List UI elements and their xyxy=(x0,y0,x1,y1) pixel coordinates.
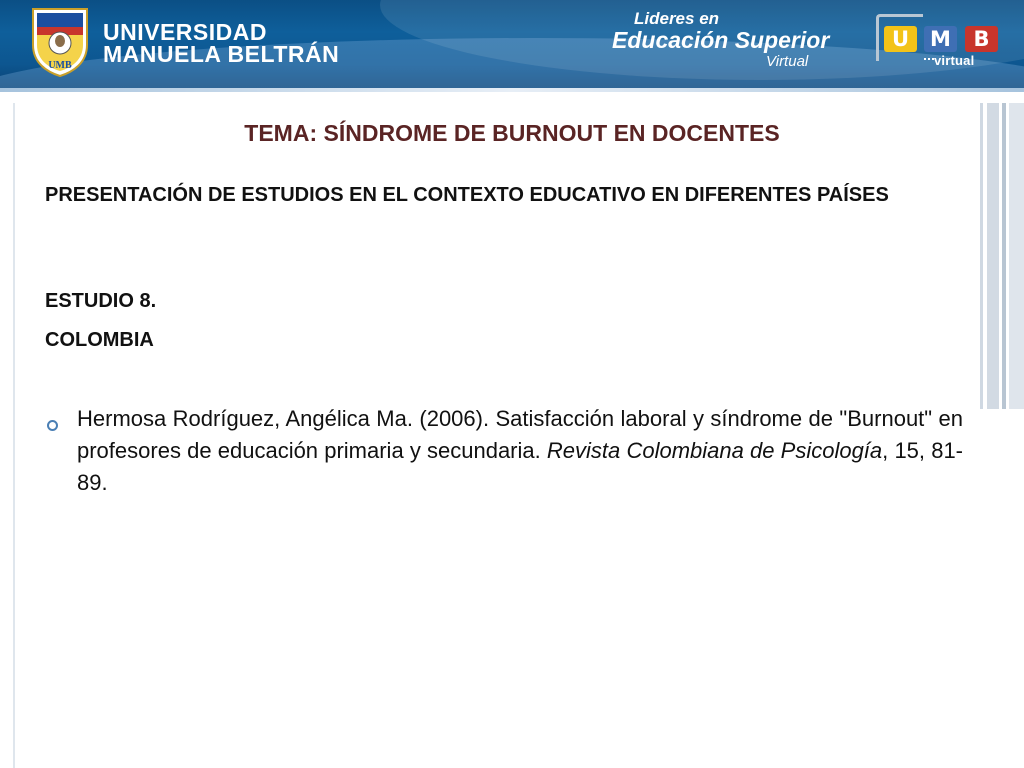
university-name-line2: MANUELA BELTRÁN xyxy=(103,41,340,67)
logo-dots xyxy=(924,58,934,60)
seal-text: UMB xyxy=(48,60,72,71)
university-seal-icon xyxy=(27,5,93,77)
reference-text xyxy=(77,403,963,499)
slide-subtitle: PRESENTACIÓN DE ESTUDIOS EN EL CONTEXTO EDUCATIVO EN DIFERENTES PAÍSES xyxy=(45,184,889,206)
reference-authors-title: Hermosa Rodríguez, Angélica Ma. (2006). Satisfacción laboral y síndrome de "Burnout" en profesores de educación primaria y secundaria. xyxy=(77,406,963,463)
right-stripe xyxy=(1002,103,1006,409)
slogan-line1: Lideres en xyxy=(634,9,720,28)
circle-bullet-icon xyxy=(47,420,58,431)
logo-letter-m: M xyxy=(924,26,957,52)
right-stripe xyxy=(1009,103,1024,409)
slogan xyxy=(612,9,829,70)
header-banner xyxy=(0,0,1024,92)
umb-virtual-logo xyxy=(876,14,1006,72)
right-stripe xyxy=(980,103,983,409)
right-stripe xyxy=(987,103,999,409)
university-name-line1: UNIVERSIDAD xyxy=(103,19,267,45)
logo-letter-b: B xyxy=(965,26,998,52)
reference-volume-pages: , 15, 81-89. xyxy=(77,438,963,495)
logo-letter-u: U xyxy=(884,26,917,52)
university-name xyxy=(103,21,339,65)
study-label: ESTUDIO 8. xyxy=(45,290,157,312)
logo-virtual-label: virtual xyxy=(934,53,975,68)
banner-bottom-line xyxy=(0,88,1024,92)
slogan-line3: Virtual xyxy=(766,53,809,70)
left-divider xyxy=(13,103,15,768)
slogan-line2: Educación Superior xyxy=(612,27,830,53)
slide-title: TEMA: SÍNDROME DE BURNOUT EN DOCENTES xyxy=(244,120,780,146)
reference-list-item xyxy=(45,403,963,499)
reference-journal: Revista Colombiana de Psicología xyxy=(546,438,883,463)
country-label: COLOMBIA xyxy=(45,329,154,351)
